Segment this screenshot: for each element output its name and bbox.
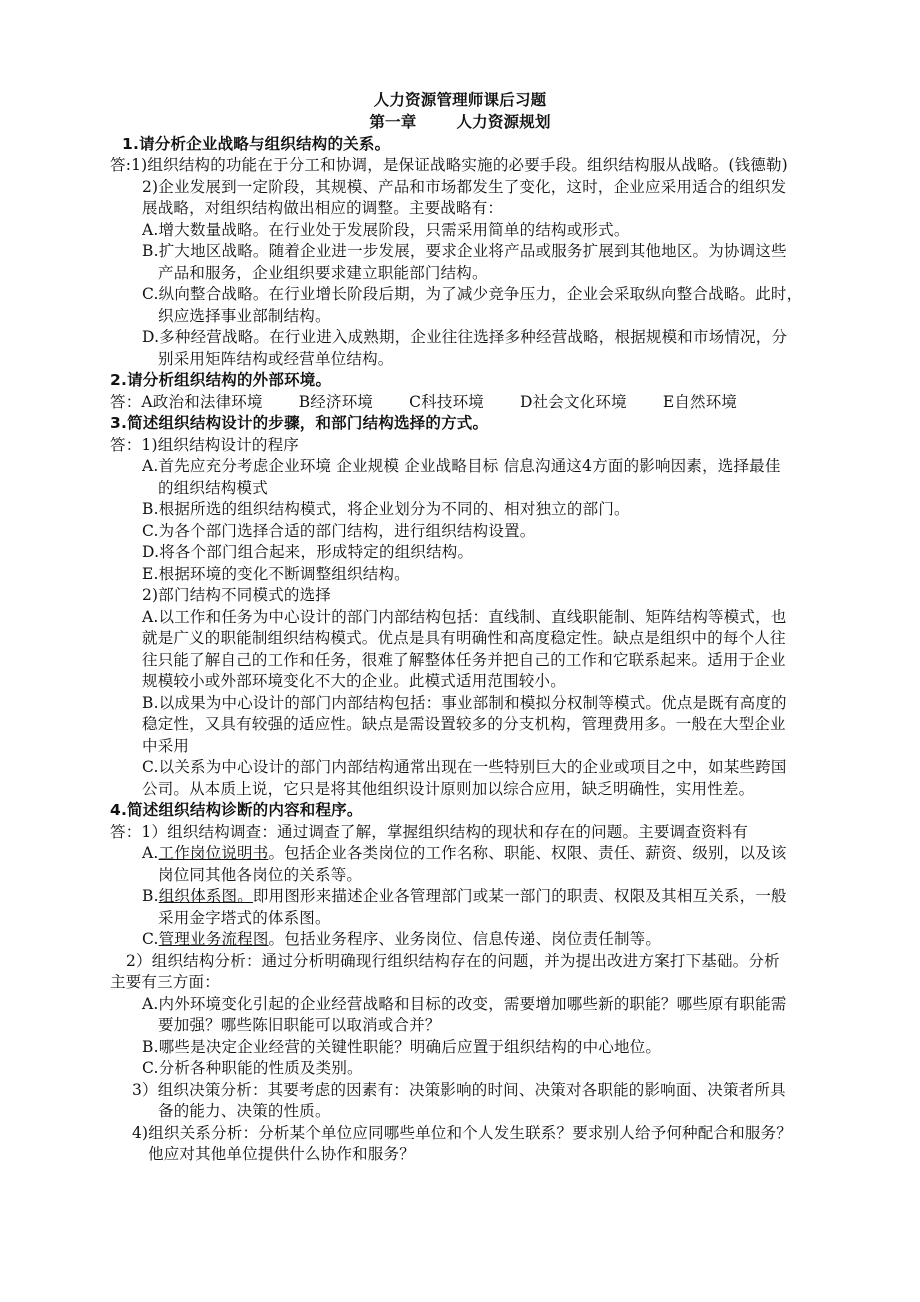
q1-strategy-d: D.多种经营战略。在行业进入成熟期，企业往往选择多种经营战略，根据规模和市场情况，分: [142, 328, 788, 346]
q1-strategy-a: A.增大数量战略。在行业处于发展阶段，只需采用简单的结构或形式。: [142, 221, 630, 239]
q2-item: B经济环境: [298, 393, 374, 411]
q1-answer-line: 答:1)组织结构的功能在于分工和协调，是保证战略实施的必要手段。组织结构服从战略。(钱德勒): [110, 156, 788, 174]
q4-item-c-text: 。包括业务程序、业务岗位、信息传递、岗位责任制等。: [268, 930, 662, 948]
q4-part-2: 2）组织结构分析：通过分析明确现行组织结构存在的问题，并为提出改进方案打下基础。分析: [126, 952, 780, 970]
q3-mode-b-cont: 稳定性，又具有较强的适应性。缺点是需设置较多的分支机构，管理费用多。一般在大型企业: [142, 715, 786, 733]
q4-item-a-text: 。包括企业各类岗位的工作名称、职能、权限、责任、薪资、级别，以及该: [268, 844, 787, 862]
q4-analysis-a-cont: 要加强？哪些陈旧职能可以取消或合并？: [158, 1016, 441, 1034]
q4-item-b-prefix: B.: [142, 887, 159, 905]
q3-mode-c-cont: 公司。从本质上说，它只是将其他组织设计原则加以综合应用，缺乏明确性，实用性差。: [142, 780, 755, 798]
question-4-heading: 4.简述组织结构诊断的内容和程序。: [110, 801, 363, 819]
q2-item: A政治和法律环境: [141, 393, 263, 411]
q4-analysis-b: B.哪些是决定企业经营的关键性职能？明确后应置于组织结构的中心地位。: [142, 1038, 662, 1056]
document-title: 人力资源管理师课后习题: [373, 91, 547, 109]
q1-answer-line: 2)企业发展到一定阶段，其规模、产品和市场都发生了变化，这时，企业应采用适合的组织发: [142, 178, 787, 196]
q4-item-b-text: 即用图形来描述企业各管理部门或某一部门的职责、权限及其相互关系，一般: [252, 887, 787, 905]
q4-item-a-term: 工作岗位说明书: [158, 844, 269, 862]
q2-answer-prefix: 答：: [110, 393, 142, 411]
q4-item-a-cont: 岗位同其他各岗位的关系等。: [158, 866, 363, 884]
q1-strategy-c-cont: 织应选择事业部制结构。: [158, 307, 331, 325]
chapter-number: 第一章: [369, 113, 417, 131]
q2-item: E自然环境: [662, 393, 738, 411]
q4-part-2-cont: 主要有三方面：: [110, 973, 220, 991]
q3-mode-b-cont: 中采用: [142, 737, 190, 755]
q4-item-b-term: 组织体系图。: [158, 887, 253, 905]
q4-item-c-prefix: C.: [142, 930, 159, 948]
q1-strategy-d-cont: 别采用矩阵结构或经营单位结构。: [158, 350, 394, 368]
q4-part-4: 4)组织关系分析：分析某个单位应同哪些单位和个人发生联系？要求别人给予何种配合和服务？: [132, 1124, 793, 1142]
q2-answer-line: [110, 392, 737, 413]
q3-mode-a-cont: 规模较小或外部环境变化不大的企业。此模式适用范围较小。: [142, 672, 566, 690]
q3-answer-line: 答：1)组织结构设计的程序: [110, 436, 300, 454]
q4-part-4-cont: 他应对其他单位提供什么协作和服务？: [148, 1145, 415, 1163]
question-3-heading: 3.简述组织结构设计的步骤，和部门结构选择的方式。: [110, 414, 489, 432]
q3-step-c: C.为各个部门选择合适的部门结构，进行组织结构设置。: [142, 522, 536, 540]
q4-item-c-term: 管理业务流程图: [158, 930, 269, 948]
question-2-heading: 2.请分析组织结构的外部环境。: [110, 371, 332, 389]
q4-analysis-a: A.内外环境变化引起的企业经营战略和目标的改变，需要增加哪些新的职能？哪些原有职能需: [142, 995, 787, 1013]
q4-item-c: [142, 929, 661, 950]
q3-mode-b: B.以成果为中心设计的部门内部结构包括：事业部制和模拟分权制等模式。优点是既有高度的: [142, 694, 787, 712]
chapter-heading: [0, 112, 920, 133]
q4-item-b-cont: 采用金字塔式的体系图。: [158, 909, 331, 927]
q1-strategy-b: B.扩大地区战略。随着企业进一步发展，要求企业将产品或服务扩展到其他地区。为协调这些: [142, 242, 787, 260]
q1-strategy-b-cont: 产品和服务，企业组织要求建立职能部门结构。: [158, 264, 488, 282]
q4-answer-line: 答：1）组织结构调查：通过调查了解，掌握组织结构的现状和存在的问题。主要调查资料有: [110, 823, 749, 841]
question-1-heading: 1.请分析企业战略与组织结构的关系。: [122, 135, 391, 153]
q3-mode-a-cont: 就是广义的职能制组织结构模式。优点是具有明确性和高度稳定性。缺点是组织中的每个人往: [142, 629, 786, 647]
q1-answer-line: 展战略，对组织结构做出相应的调整。主要战略有：: [142, 199, 504, 217]
q2-item: C科技环境: [409, 393, 484, 411]
q2-item: D社会文化环境: [519, 393, 627, 411]
q1-strategy-c: C.纵向整合战略。在行业增长阶段后期，为了减少竞争压力，企业会采取纵向整合战略。此时，: [142, 285, 803, 303]
q4-part-3-cont: 备的能力、决策的性质。: [158, 1102, 331, 1120]
q4-item-a: [142, 843, 787, 864]
q3-step-a-cont: 的组织结构模式: [158, 479, 268, 497]
chapter-name: 人力资源规划: [456, 113, 551, 131]
q3-part-2-heading: 2)部门结构不同模式的选择: [142, 586, 332, 604]
q3-mode-a: A.以工作和任务为中心设计的部门内部结构包括：直线制、直线职能制、矩阵结构等模式，也: [142, 608, 787, 626]
q3-mode-a-cont: 往只能了解自己的工作和任务，很难了解整体任务并把自己的工作和它联系起来。适用于企业: [142, 651, 786, 669]
q3-step-e: E.根据环境的变化不断调整组织结构。: [142, 565, 410, 583]
q4-part-3: 3）组织决策分析：其要考虑的因素有：决策影响的时间、决策对各职能的影响面、决策者所具: [132, 1081, 786, 1099]
q3-step-d: D.将各个部门组合起来，形成特定的组织结构。: [142, 543, 474, 561]
q3-step-b: B.根据所选的组织结构模式，将企业划分为不同的、相对独立的部门。: [142, 500, 630, 518]
q4-item-a-prefix: A.: [142, 844, 159, 862]
q3-step-a: A.首先应充分考虑企业环境 企业规模 企业战略目标 信息沟通这4方面的影响因素，选择最佳: [142, 457, 781, 475]
q4-item-b: [142, 886, 787, 907]
q4-analysis-c: C.分析各种职能的性质及类别。: [142, 1059, 363, 1077]
q3-mode-c: C.以关系为中心设计的部门内部结构通常出现在一些特别巨大的企业或项目之中，如某些跨国: [142, 758, 787, 776]
